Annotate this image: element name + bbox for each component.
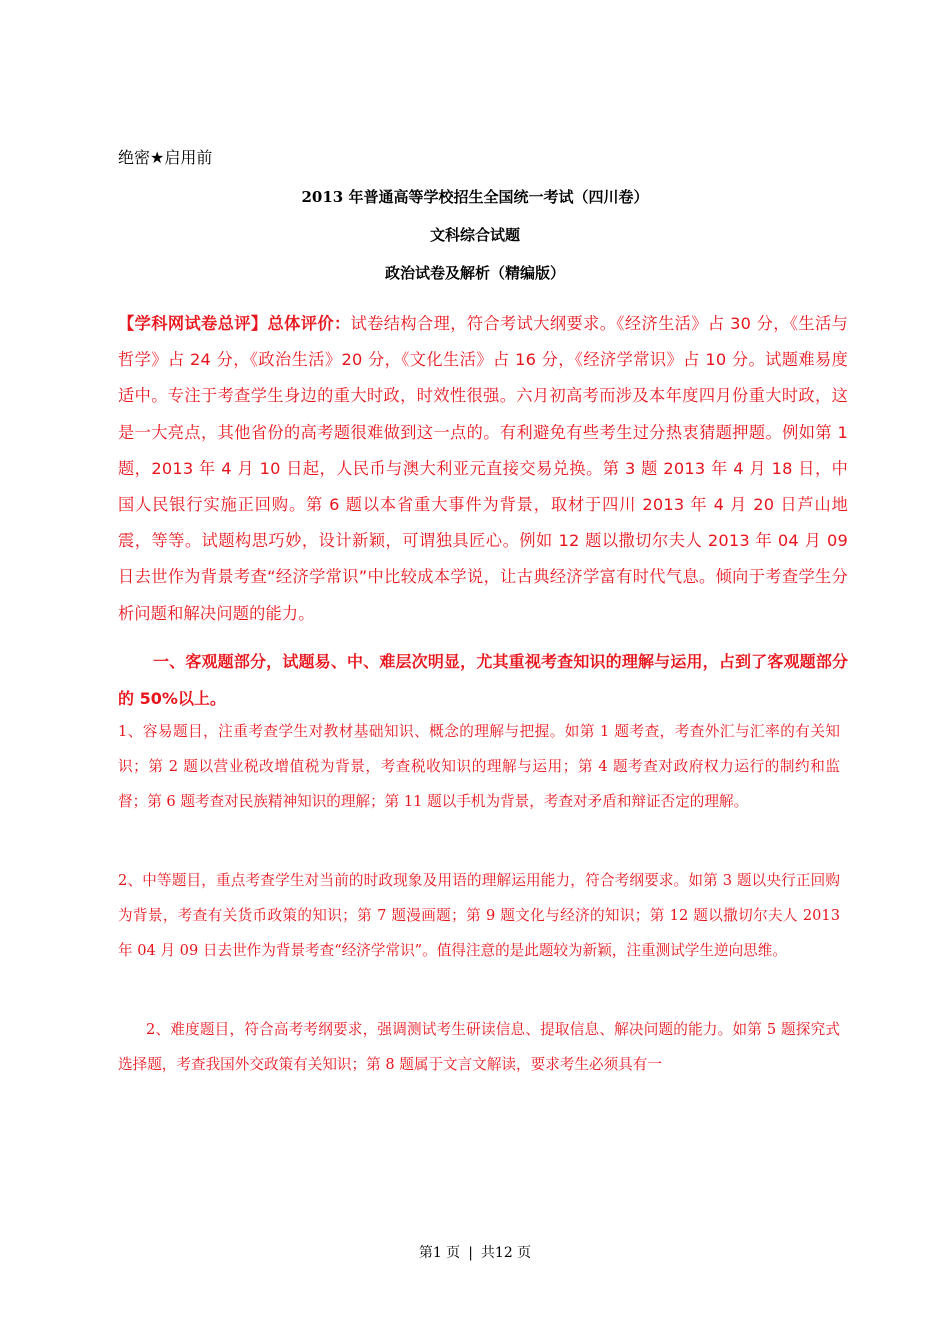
review-lead: 总体评价： <box>267 314 351 333</box>
exam-title: 2013 年普通高等学校招生全国统一考试（四川卷） <box>301 188 649 206</box>
page-footer <box>0 1242 950 1262</box>
objective-section-heading: 一、客观题部分，试题易、中、难层次明显，尤其重视考查知识的理解与运用，占到了客观题部分的 50%以上。 <box>118 652 848 708</box>
page-number: 第1 页 <box>418 1245 461 1261</box>
page-total: 共12 页 <box>480 1245 532 1261</box>
section-title: 政治试卷及解析（精编版） <box>384 264 565 282</box>
confidential-label: 绝密★启用前 <box>118 148 213 167</box>
footer-separator: | <box>468 1245 473 1261</box>
review-text: 试卷结构合理，符合考试大纲要求。《经济生活》占 30 分，《生活与哲学》占 24 分，《政治生活》20 分，《文化生活》占 16 分，《经济学常识》占 10 分。试题难易度适中。专注于考查学生身边的重大时政，时效性很强。六月初高考而涉及本年度四月份重大时政，这是一大亮点，其他省份的高考题很难做到这一点的。有利避免有些考生过分热衷猜题押题。例如第 1 题，2013 年 4 月 10 日起，人民币与澳大利亚元直接交易兑换。第 3 题 2013 年 4 月 18 日，中国人民银行实施正回购。第 6 题以本省重大事件为背景，取材于四川 2013 年 4 月 20 日芦山地震，等等。试题构思巧妙，设计新颖，可谓独具匠心。例如 12 题以撒切尔夫人 2013 年 04 月 09 日去世作为背景考查“经济学常识”中比较成本学说，让古典经济学富有时代气息。倾向于考查学生分析问题和解决问题的能力。 <box>118 314 848 623</box>
paragraph-medium: 2、中等题目，重点考查学生对当前的时政现象及用语的理解运用能力，符合考纲要求。如第 3 题以央行正回购为背景，考查有关货币政策的知识；第 7 题漫画题；第 9 题文化与经济的知识；第 12 题以撒切尔夫人 2013 年 04 月 09 日去世作为背景考查“经济学常识”。值得注意的是此题较为新颖，注重测试学生逆向思维。 <box>118 872 840 960</box>
review-tag: 【学科网试卷总评】 <box>118 314 268 333</box>
paragraph-hard: 2、难度题目，符合高考考纲要求，强调测试考生研读信息、提取信息、解决问题的能力。如第 5 题探究式选择题，考查我国外交政策有关知识；第 8 题属于文言文解读，要求考生必须具有一 <box>118 1021 840 1074</box>
paragraph-easy: 1、容易题目，注重考查学生对教材基础知识、概念的理解与把握。如第 1 题考查，考查外汇与汇率的有关知识；第 2 题以营业税改增值税为背景，考查税收知识的理解与运用；第 4 题考查对政府权力运行的制约和监督；第 6 题考查对民族精神知识的理解；第 11 题以手机为背景，考查对矛盾和辩证否定的理解。 <box>118 723 840 811</box>
review-paragraph <box>118 306 848 632</box>
subject-title: 文科综合试题 <box>429 226 520 244</box>
